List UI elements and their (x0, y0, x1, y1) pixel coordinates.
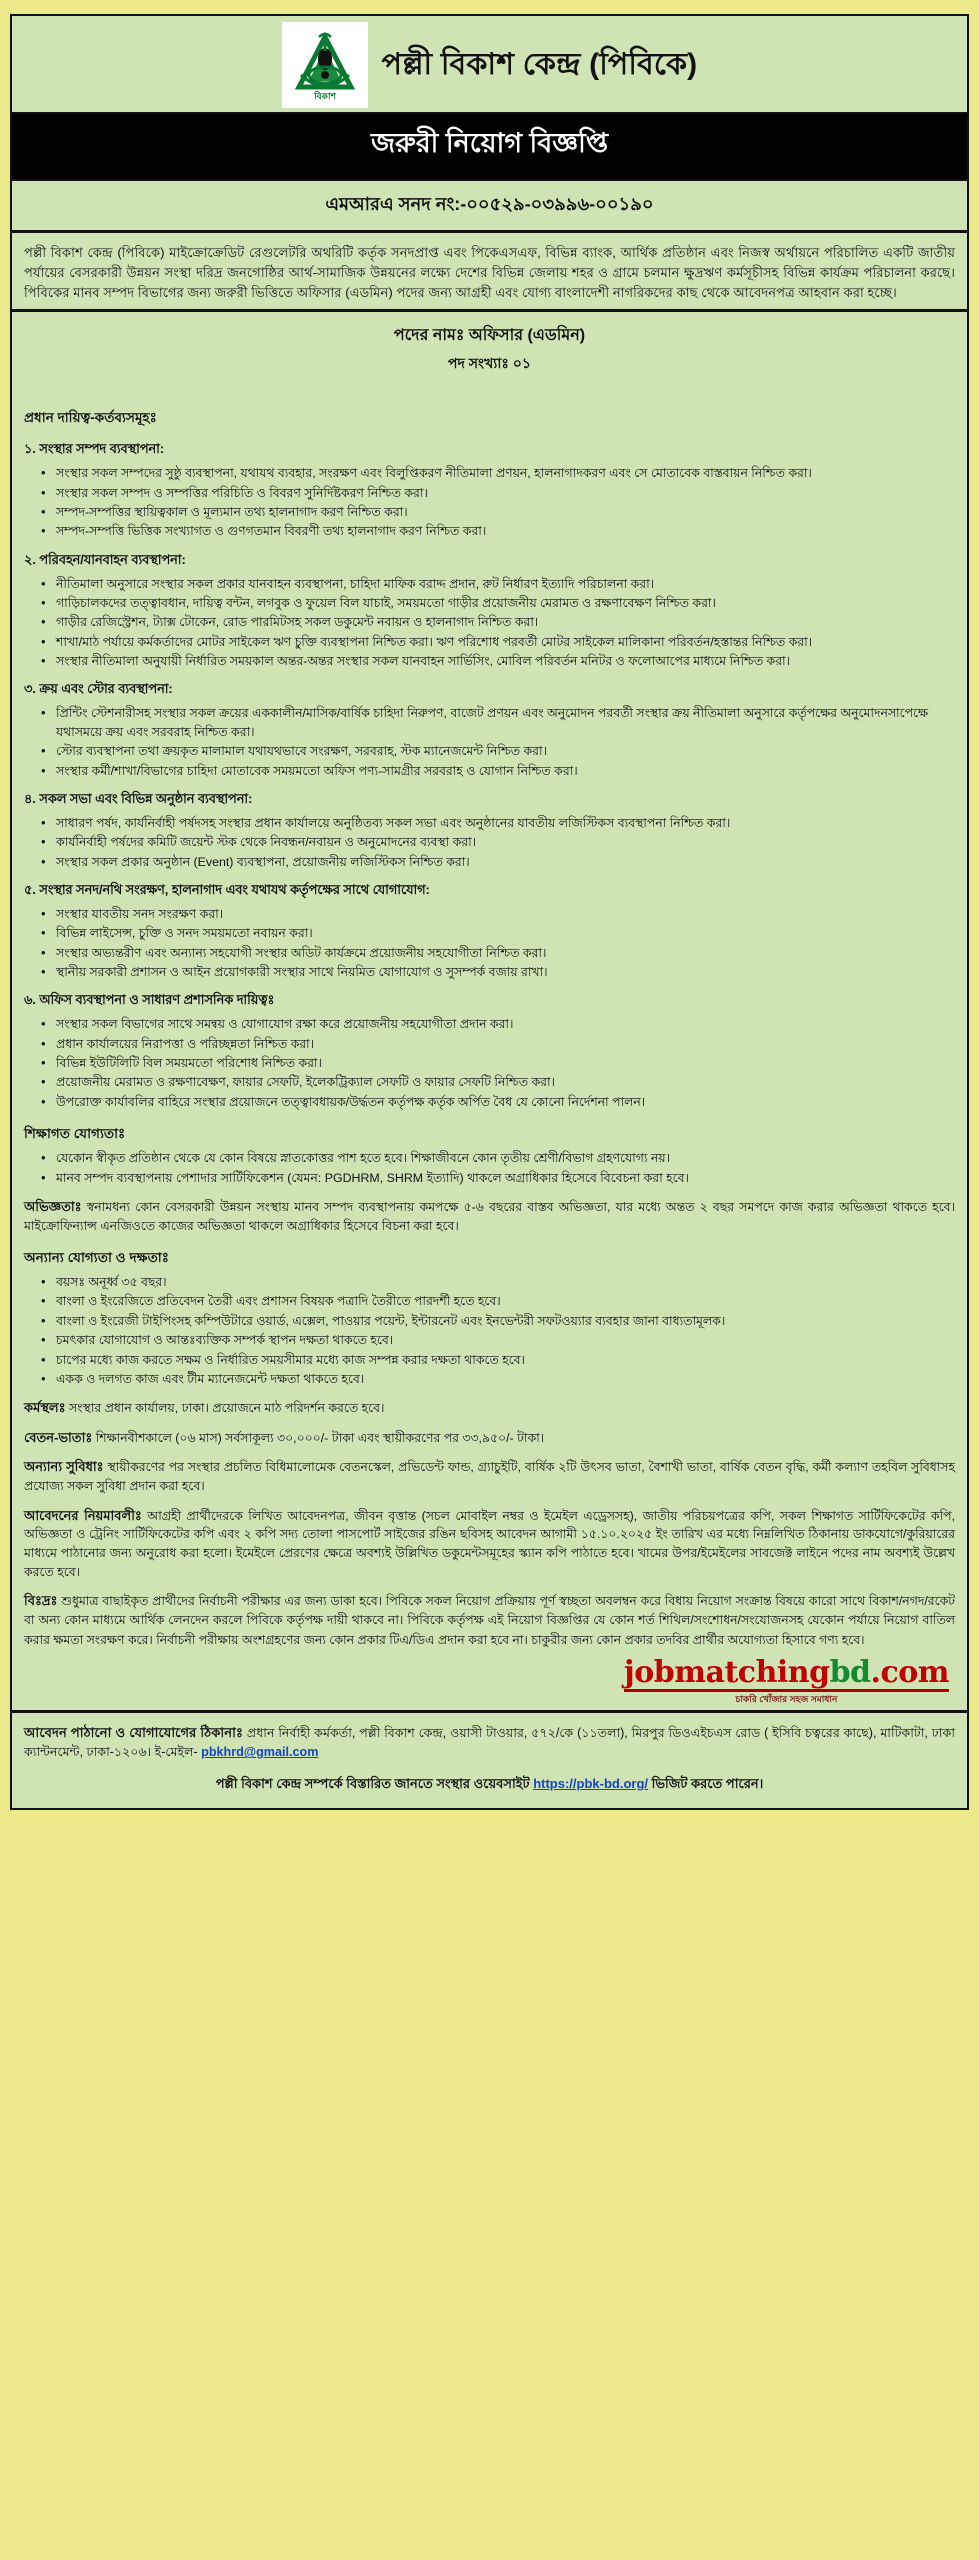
education-heading: শিক্ষাগত যোগ্যতাঃ (24, 1126, 126, 1142)
duty-group (24, 991, 955, 1111)
list-item: • সংস্থার যাবতীয় সনদ সংরক্ষণ করা। (54, 905, 955, 923)
duty-group (24, 551, 955, 671)
list-item: • প্রধান কার্যালয়ের নিরাপত্তা ও পরিচ্ছন্নতা নিশ্চিত করা। (54, 1035, 955, 1053)
list-item: • সাধারণ পর্ষদ, কার্যনির্বাহী পর্ষদসহ সংস্থার প্রধান কার্যালয়ে অনুষ্ঠিতব্য সকল সভা এবং অনুষ্ঠানের যাবতীয় লজিস্টিকস ব্যবস্থাপনা নিশ্চিত করা। (54, 814, 955, 832)
list-item: • স্টোর ব্যবস্থাপনা তথা ক্রয়কৃত মালামাল যথাযথভাবে সংরক্ষণ, সরবরাহ, স্টক ম্যানেজমেন্ট নিশ্চিত করা। (54, 742, 955, 760)
list-item: • বাংলা ও ইংরেজী টাইপিংসহ কম্পিউটারে ওয়ার্ড, এক্সেল, পাওয়ার পয়েন্ট, ইন্টারনেট এবং ইনভেন্টরী সফটওয়্যার ব্যবহার জানা বাধ্যতামূলক। (54, 1312, 955, 1330)
wordmark-part-two: bd (829, 1654, 871, 1690)
list-item: • গাড়ীর রেজিস্ট্রেশন, ট্যাক্স টোকেন, রোড পারমিটসহ সকল ডকুমেন্ট নবায়ন ও হালনাগাদ নিশ্চিত করা। (54, 613, 955, 631)
duty-list (24, 464, 955, 540)
contact-address (24, 1723, 955, 1763)
duty-group-heading: ১. সংস্থার সম্পদ ব্যবস্থাপনা: (24, 441, 165, 457)
note-paragraph (24, 1591, 955, 1650)
list-item: • সংস্থার নীতিমালা অনুযায়ী নির্ধারিত সময়কাল অন্তর-অন্তর সংস্থার সকল যানবাহন সার্ভিসিং, মোবিল পরিবর্তন মনিটর ও ফলোআপের মাধ্যমে নিশ্চিত করা। (54, 652, 955, 670)
list-item: • সংস্থার কর্মী/শাখা/বিভাগের চাহিদা মোতাবেক সময়মতো অফিস পণ্য-সামগ্রীর সরবরাহ ও যোগান নিশ্চিত করা। (54, 762, 955, 780)
circular-banner-title: জরুরী নিয়োগ বিজ্ঞপ্তি (12, 114, 967, 179)
list-item: • একক ও দলগত কাজ এবং টীম ম্যানেজমেন্ট দক্ষতা থাকতে হবে। (54, 1370, 955, 1388)
jobmatchingbd-wordmark (623, 1654, 949, 1692)
duty-group-heading: ৩. ক্রয় এবং স্টোর ব্যবস্থাপনা: (24, 681, 173, 697)
list-item: • প্রিন্টিং স্টেশনারীসহ সংস্থার সকল ক্রয়ের এককালীন/মাসিক/বার্ষিক চাহিদা নিরুপণ, বাজেট প্রণয়ন এবং অনুমোদন পরবর্তী সংস্থার ক্রয় নীতিমালা অনুসারে কর্তৃপক্ষের অনুমোদনসাপেক্ষে যথাসময়ে ক্রয় এবং সরবরাহ নিশ্চিত করা। (54, 704, 955, 741)
workplace-paragraph (24, 1398, 955, 1418)
duty-list (24, 905, 955, 981)
list-item: • শাখা/মাঠ পর্যায়ে কর্মকর্তাদের মোটর সাইকেল ঋণ চুক্তি ব্যবস্থাপনা নিশ্চিত করা। ঋণ পরিশোধ পরবর্তী মোটর সাইকেল মালিকানা পরিবর্তন/হস্তান্তর নিশ্চিত করা। (54, 633, 955, 651)
duty-list (24, 1015, 955, 1111)
circular-sheet (10, 14, 969, 1810)
other-benefits-text: স্থায়ীকরণের পর সংস্থার প্রচলিত বিধিমালোমেক বেতনস্কেল, প্রভিডেন্ট ফান্ড, গ্র্যাচুইটি, বার্ষিক ২টি উৎসব ভাতা, বৈশাখী ভাতা, বার্ষিক বেতন বৃদ্ধি, কর্মী কল্যাণ তহবিল সুবিধাসহ প্রযোজ্য সকল সুবিধা প্রদান করা হবে। (24, 1460, 955, 1494)
experience-paragraph (24, 1197, 955, 1235)
intro-paragraph: পল্লী বিকাশ কেন্দ্র (পিবিকে) মাইক্রোক্রেডিট রেগুলেটরি অথরিটি কর্তৃক সনদপ্রাপ্ত এবং পিকেএসএফ, বিভিন্ন ব্যাংক, আর্থিক প্রতিষ্ঠান এবং নিজস্ব অর্থায়নে পরিচালিত একটি জাতীয় পর্যায়ের বেসরকারী উন্নয়ন সংস্থা দরিদ্র জনগোষ্ঠির আর্থ-সামাজিক উন্নয়নের লক্ষ্যে দেশের বিভিন্ন জেলায় শহর ও গ্রামে চলমান ক্ষুদ্রঋণ কর্মসূচীসহ বিভিন্ন কার্যক্রম পরিচালনা করছে। পিবিকের মানব সম্পদ বিভাগের জন্য জরুরী ভিত্তিতে অফিসার (এডমিন) পদের জন্য আগ্রহী এবং যোগ্য বাংলাদেশী নাগরিকদের কাছ থেকে আবেদনপত্র আহবান করা হচ্ছে। (24, 245, 955, 301)
logo-caption: বিকাশ (313, 91, 336, 101)
website-suffix: ভিজিট করতে পারেন। (648, 1775, 764, 1791)
other-benefits-paragraph (24, 1457, 955, 1495)
experience-label: অভিজ্ঞতাঃ (24, 1198, 82, 1214)
other-qualifications-heading: অন্যান্য যোগ্যতা ও দক্ষতাঃ (24, 1250, 169, 1266)
website-line (24, 1775, 955, 1796)
website-link[interactable]: https://pbk-bd.org/ (533, 1775, 648, 1791)
application-rules-text: আগ্রহী প্রার্থীদেরকে লিখিত আবেদনপত্র, জীবন বৃত্তান্ত (সচল মোবাইল নম্বর ও ইমেইল এড্রেসসহ), জাতীয় পরিচয়পত্রের কপি, সকল শিক্ষাগত সার্টিফিকেটের কপি, অভিজ্ঞতা ও ট্রেনিং সার্টিফিকেটের কপি এবং ২ কপি সদ্য তোলা পাসপোর্ট সাইজের রঙিন ছবিসহ আবেদন আগামী ১৫.১০.২০২৫ ইং তারিখ এর মধ্যে নিম্নলিখিত ঠিকানায় ডাকযোগে/কুরিয়ারের মাধ্যমে পাঠানোর জন্য অনুরোধ করা হলো। ইমেইলে প্রেরণের ক্ষেত্রে অবশ্যই উল্লিখিত ডকুমেন্টসমূহের স্ক্যান কপি পাঠাতে হবে। খামের উপর/ইমেইলের সাবজেক্ট লাইনে পদের নাম অবশ্যই উল্লেখ করতে হবে। (24, 1508, 955, 1579)
post-block (12, 312, 967, 385)
list-item: • চাপের মধ্যে কাজ করতে সক্ষম ও নির্ধারিত সময়সীমার মধ্যে কাজ সম্পন্ন করার দক্ষতা থাকতে হবে। (54, 1351, 955, 1369)
post-name: পদের নামঃ অফিসার (এডমিন) (393, 327, 586, 345)
duty-group-heading: ২. পরিবহন/যানবাহন ব্যবস্থাপনা: (24, 551, 186, 567)
experience-text: স্বনামধন্য কোন বেসরকারী উন্নয়ন সংস্থায় মানব সম্পদ ব্যবস্থাপনায় কমপক্ষে ৫-৬ বছরের বাস্তব অভিজ্ঞতা, যার মধ্যে অন্তত ২ বছর সমপদে কাজ করার অভিজ্ঞতা থাকতে হবে। মাইক্রোফিন্যান্স এনজিওতে কাজের অভিজ্ঞতা থাকলে অগ্রাধিকার হিসেবে বিচনা করা হবে। (24, 1199, 955, 1233)
wordmark-part-three: .com (870, 1654, 949, 1690)
list-item: • মানব সম্পদ ব্যবস্থাপনায় পেশাদার সার্টিফিকেশন (যেমন: PGDHRM, SHRM ইত্যাদি) থাকলে অগ্রাধিকার হিসেবে বিবেচনা করা হবে। (54, 1169, 955, 1187)
organization-header (12, 16, 967, 114)
note-label: বিঃদ্রঃ (24, 1593, 58, 1609)
list-item: • বিভিন্ন লাইসেন্স, চুক্তি ও সনদ সময়মতো নবায়ন করা। (54, 924, 955, 942)
application-rules-label: আবেদনের নিয়মাবলীঃ (24, 1507, 142, 1523)
list-item: • বয়সঃ অনূর্ধ্ব ৩৫ বছর। (54, 1273, 955, 1291)
workplace-label: কর্মস্থলঃ (24, 1400, 66, 1416)
jobmatchingbd-watermark (12, 1656, 967, 1710)
list-item: • সংস্থার অভ্যন্তরীণ এবং অন্যান্য সহযোগী সংস্থার অডিট কার্যক্রমে প্রয়োজনীয় সহযোগীতা নিশ্চিত করা। (54, 944, 955, 962)
list-item: • বিভিন্ন ইউটিলিটি বিল সময়মতো পরিশোধ নিশ্চিত করা। (54, 1054, 955, 1072)
list-item: • সম্পদ-সম্পত্তির স্থায়িত্বকাল ও মূল্যমান তথ্য হালনাগাদ করণ নিশ্চিত করা। (54, 503, 955, 521)
list-item: • সংস্থার সকল সম্পদ ও সম্পত্তির পরিচিতি ও বিবরণ সুনির্দিষ্টকরণ নিশ্চিত করা। (54, 484, 955, 502)
list-item: • উপরোক্ত কার্যাবলির বাহিরে সংস্থার প্রয়োজনে তত্ত্বাবধায়ক/উর্দ্ধতন কর্তৃপক্ষ কর্তৃক অর্পিত বৈধ যে কোনো নির্দেশনা পালন। (54, 1093, 955, 1111)
address-text: প্রধান নির্বাহী কর্মকর্তা, পল্লী বিকাশ কেন্দ্র, ওয়াসী টাওয়ার, ৫৭২/কে (১১তলা), মিরপুর ডিওএইচএস রোড ( ইসিবি চত্বরের কাছে), মাটিকাটা, ঢাকা ক্যান্টনমেন্ট, ঢাকা-১২০৬। ই-মেইল- (24, 1725, 955, 1760)
duty-group (24, 881, 955, 981)
duty-group-heading: ৪. সকল সভা এবং বিভিন্ন অনুষ্ঠান ব্যবস্থাপনা: (24, 790, 253, 806)
duties-heading: প্রধান দায়িত্ব-কর্তব্যসমূহঃ (24, 410, 157, 426)
list-item: • প্রয়োজনীয় মেরামত ও রক্ষণাবেক্ষণ, ফায়ার সেফটি, ইলেকট্রিক্যাল সেফটি ও ফায়ার সেফটি নিশ্চিত করা। (54, 1073, 955, 1091)
list-item: • চমৎকার যোগাযোগ ও আন্তঃব্যক্তিক সম্পর্ক স্থাপন দক্ষতা থাকতে হবে। (54, 1331, 955, 1349)
workplace-text: সংস্থার প্রধান কার্যালয়, ঢাকা। প্রয়োজনে মাঠ পরিদর্শন করতে হবে। (69, 1401, 385, 1416)
jobmatchingbd-logo (623, 1654, 949, 1704)
note-text: শুধুমাত্র বাছাইকৃত প্রার্থীদের নির্বাচনী পরীক্ষার এর জন্য ডাকা হবে। পিবিকে সকল নিয়োগ প্রক্রিয়ায় পূর্ণ স্বচ্ছতা অবলম্বন করে বিধায় নিয়োগ সংক্রান্ত বিষয়ে কারো সাথে বিকাশ/নগদ/রকেট বা অন্য কোন মাধ্যমে আর্থিক লেনদেন করলে পিবিকে কর্তৃপক্ষ দায়ী থাকবে না। পিবিকে কর্তৃপক্ষ এই নিয়োগ বিজ্ঞপ্তির যে কোন শর্ত শিথিল/সংশোধন/সংযোজনসহ যেকোন পর্যায়ে নিয়োগ বাতিল করার ক্ষমতা সংরক্ষণ করে। নির্বাচনী পরীক্ষায় অংশগ্রহণের জন্য কোন প্রকার টিএ/ডিএ প্রদান করা হবে না। চাকুরীর জন্য কোন প্রকার তদবির প্রার্থীর অযোগ্যতা হিসাবে গণ্য হবে। (24, 1594, 955, 1647)
mra-certificate-number: এমআরএ সনদ নং:-০০৫২৯-০৩৯৯৬-০০১৯০ (12, 179, 967, 233)
list-item: • সংস্থার সকল সম্পদের সুষ্ঠু ব্যবস্থাপনা, যথাযথ ব্যবহার, সংরক্ষণ এবং বিলুপ্তিকরণ নীতিমালা প্রণয়ন, হালনাগাদকরণ এবং সে মোতাবেক বাস্তবায়ন নিশ্চিত করা। (54, 464, 955, 482)
post-count: পদ সংখ্যাঃ ০১ (448, 355, 531, 372)
intro-section (12, 233, 967, 309)
pbk-organization-logo (282, 22, 368, 108)
duty-group-heading: ৫. সংস্থার সনদ/নথি সংরক্ষণ, হালনাগাদ এবং যথাযথ কর্তৃপক্ষের সাথে যোগাযোগ: (24, 881, 430, 897)
other-qualifications-list (24, 1273, 955, 1388)
other-benefits-label: অন্যান্য সুবিধাঃ (24, 1459, 104, 1475)
duty-group (24, 680, 955, 779)
wordmark-part-one: jobmatching (623, 1654, 830, 1690)
address-label: আবেদন পাঠানো ও যোগাযোগের ঠিকানাঃ (24, 1724, 243, 1740)
education-list (24, 1149, 955, 1187)
footer-section (12, 1710, 967, 1808)
salary-label: বেতন-ভাতাঃ (24, 1429, 93, 1445)
list-item: • বাংলা ও ইংরেজিতে প্রতিবেদন তৈরী এবং প্রশাসন বিষয়ক পত্রাদি তৈরীতে পারদর্শী হতে হবে। (54, 1292, 955, 1310)
duties-section (12, 385, 967, 1656)
duty-group-heading: ৬. অফিস ব্যবস্থাপনা ও সাধারণ প্রশাসনিক দায়িত্বঃ (24, 992, 275, 1008)
duty-group (24, 790, 955, 871)
website-prefix: পল্লী বিকাশ কেন্দ্র সম্পর্কে বিস্তারিত জানতে সংস্থার ওয়েবসাইট (215, 1775, 534, 1791)
list-item: • যেকোন স্বীকৃত প্রতিষ্ঠান থেকে যে কোন বিষয়ে স্নাতকোত্তর পাশ হতে হবে। শিক্ষাজীবনে কোন তৃতীয় শ্রেণী/বিভাগ গ্রহণযোগ্য নয়। (54, 1149, 955, 1167)
list-item: • সংস্থার সকল প্রকার অনুষ্ঠান (Event) ব্যবস্থাপনা, প্রয়োজনীয় লজিস্টিকস নিশ্চিত করা। (54, 853, 955, 871)
list-item: • গাড়িচালকদের তত্ত্বাবধান, দায়িত্ব বন্টন, লগবুক ও ফুয়েল বিল যাচাই, সময়মতো গাড়ীর প্রয়োজনীয় মেরামত ও রক্ষণাবেক্ষণ নিশ্চিত করা। (54, 594, 955, 612)
duty-group (24, 440, 955, 540)
list-item: • স্থানীয় সরকারী প্রশাসন ও আইন প্রয়োগকারী সংস্থার সাথে নিয়মিত যোগাযোগ ও সুসম্পর্ক বজায় রাখা। (54, 963, 955, 981)
list-item: • সম্পদ-সম্পত্তি ভিত্তিক সংখ্যাগত ও গুণগতমান বিবরণী তথ্য হালনাগাদ করণ নিশ্চিত করা। (54, 522, 955, 540)
duty-list (24, 575, 955, 671)
list-item: • নীতিমালা অনুসারে সংস্থার সকল প্রকার যানবাহন ব্যবস্থাপনা, চাহিদা মাফিক বরাদ্দ প্রদান, রুট নির্ধারণ ইত্যাদি পরিচালনা করা। (54, 575, 955, 593)
salary-paragraph (24, 1428, 955, 1448)
jobmatchingbd-tagline: চাকরি খোঁজার সহজ সমাধান (735, 1693, 838, 1704)
list-item: • সংস্থার সকল বিভাগের সাথে সমন্বয় ও যোগাযোগ রক্ষা করে প্রয়োজনীয় সহযোগীতা প্রদান করা। (54, 1015, 955, 1033)
application-rules-paragraph (24, 1506, 955, 1581)
salary-text: শিক্ষানবীশকালে (০৬ মাস) সর্বসাকূল্য ৩০,০০০/- টাকা এবং স্থায়ীকরণের পর ৩৩,৯৫০/- টাকা। (95, 1430, 545, 1445)
organization-name: পল্লী বিকাশ কেন্দ্র (পিবিকে) (381, 47, 698, 81)
email-link[interactable]: pbkhrd@gmail.com (201, 1745, 319, 1760)
duty-list (24, 814, 955, 871)
list-item: • কার্যনির্বাহী পর্ষদের কমিটি জয়েন্ট স্টক থেকে নিবন্ধন/নবায়ন ও অনুমোদনের ব্যবস্থা করা। (54, 833, 955, 851)
duty-list (24, 704, 955, 779)
